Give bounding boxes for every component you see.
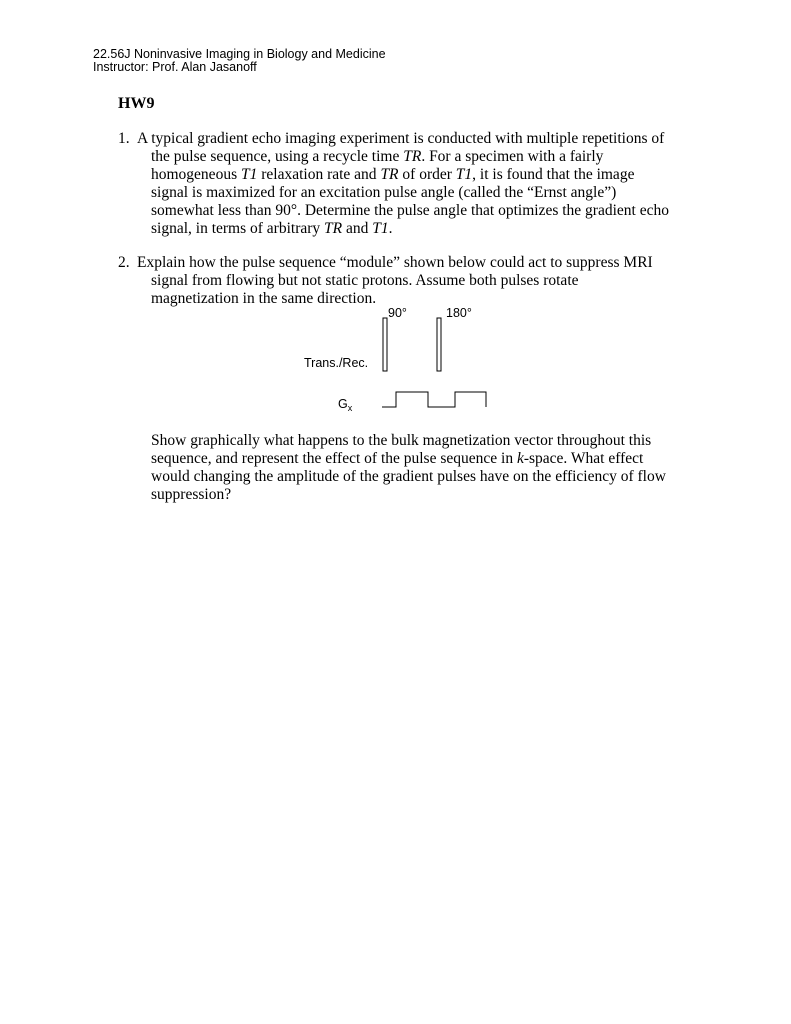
question-2-number: 2.: [118, 254, 130, 271]
q2-para2-line-3: would changing the amplitude of the gradient pulses have on the efficiency of flow: [151, 468, 666, 485]
q2-line-3: magnetization in the same direction.: [151, 290, 377, 307]
pulse-180-label: 180°: [446, 306, 472, 320]
q2-para2-line-2: sequence, and represent the effect of the pulse sequence in k-space. What effect: [151, 450, 644, 467]
gradient-waveform: [382, 392, 486, 407]
q1-line-3: homogeneous T1 relaxation rate and TR of order T1, it is found that the image: [151, 166, 635, 183]
pulse-90-label: 90°: [388, 306, 407, 320]
q1-line-6: signal, in terms of arbitrary TR and T1.: [151, 220, 393, 237]
question-1-number: 1.: [118, 130, 130, 147]
pulse-sequence-diagram: [300, 300, 500, 420]
rf-pulse-180: [437, 318, 441, 371]
q2-line-1: Explain how the pulse sequence “module” shown below could act to suppress MRI: [137, 254, 653, 271]
gradient-channel-label: $G_x$: [338, 397, 353, 413]
q1-line-5: somewhat less than 90°. Determine the pulse angle that optimizes the gradient echo: [151, 202, 669, 219]
rf-pulse-90: [383, 318, 387, 371]
q1-line-4: signal is maximized for an excitation pulse angle (called the “Ernst angle”): [151, 184, 617, 201]
q1-line-1: A typical gradient echo imaging experiment is conducted with multiple repetitions of: [137, 130, 665, 147]
rf-channel-label: Trans./Rec.: [304, 356, 369, 370]
q2-para2-line-1: Show graphically what happens to the bulk magnetization vector throughout this: [151, 432, 652, 449]
q1-line-2: the pulse sequence, using a recycle time TR. For a specimen with a fairly: [151, 148, 604, 165]
course-title: 22.56J Noninvasive Imaging in Biology and Medicine: [93, 47, 386, 61]
q2-line-2: signal from flowing but not static protons. Assume both pulses rotate: [151, 272, 579, 289]
instructor-line: Instructor: Prof. Alan Jasanoff: [93, 60, 257, 74]
q2-para2-line-4: suppression?: [151, 486, 232, 503]
homework-title: HW9: [118, 95, 155, 112]
